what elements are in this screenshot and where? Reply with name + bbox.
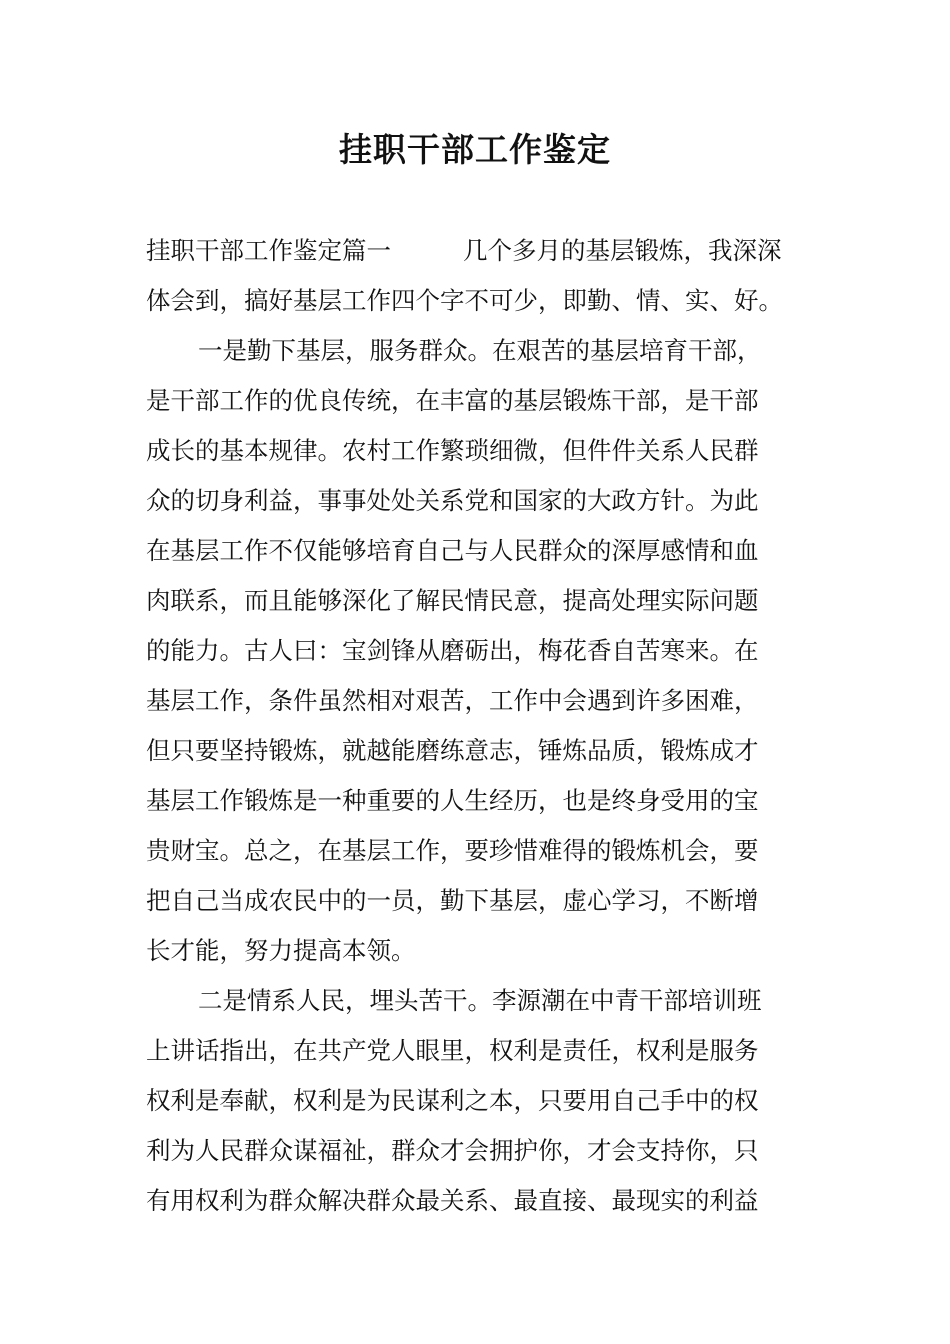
body-line: 基层工作，条件虽然相对艰苦，工作中会遇到许多困难， — [146, 686, 759, 715]
body-line — [146, 226, 808, 276]
body-line-text: 几个多月的基层锻炼，我深深 — [463, 236, 782, 265]
body-line: 有用权利为群众解决群众最关系、最直接、最现实的利益 — [146, 1186, 759, 1215]
body-line: 是干部工作的优良传统，在丰富的基层锻炼干部，是干部 — [146, 386, 759, 415]
body-line: 基层工作锻炼是一种重要的人生经历，也是终身受用的宝 — [146, 786, 759, 815]
body-line: 把自己当成农民中的一员，勤下基层，虚心学习，不断增 — [146, 886, 759, 915]
document-body — [146, 226, 808, 1226]
body-line: 但只要坚持锻炼，就越能磨练意志，锤炼品质，锻炼成才 — [146, 736, 759, 765]
body-line: 众的切身利益，事事处处关系党和国家的大政方针。为此 — [146, 486, 759, 515]
body-line: 在基层工作不仅能够培育自己与人民群众的深厚感情和血 — [146, 536, 759, 565]
body-line: 成长的基本规律。农村工作繁琐细微，但件件关系人民群 — [146, 436, 759, 465]
body-line: 贵财宝。总之，在基层工作，要珍惜难得的锻炼机会，要 — [146, 836, 759, 865]
body-line: 长才能，努力提高本领。 — [146, 936, 416, 965]
document-title: 挂职干部工作鉴定 — [339, 130, 611, 169]
body-line: 权利是奉献，权利是为民谋利之本，只要用自己手中的权 — [146, 1086, 759, 1115]
body-line: 利为人民群众谋福祉，群众才会拥护你，才会支持你，只 — [146, 1136, 759, 1165]
body-line: 上讲话指出，在共产党人眼里，权利是责任，权利是服务 — [146, 1036, 759, 1065]
body-line: 体会到，搞好基层工作四个字不可少，即勤、情、实、好。 — [146, 286, 783, 315]
paragraph-start-line: 二是情系人民，埋头苦干。李源潮在中青干部培训班 — [198, 986, 762, 1015]
body-line: 肉联系，而且能够深化了解民情民意，提高处理实际问题 — [146, 586, 759, 615]
section-heading: 挂职干部工作鉴定篇一 — [146, 236, 391, 265]
body-line: 的能力。古人曰：宝剑锋从磨砺出，梅花香自苦寒来。在 — [146, 636, 759, 665]
paragraph-start-line: 一是勤下基层，服务群众。在艰苦的基层培育干部， — [198, 336, 762, 365]
